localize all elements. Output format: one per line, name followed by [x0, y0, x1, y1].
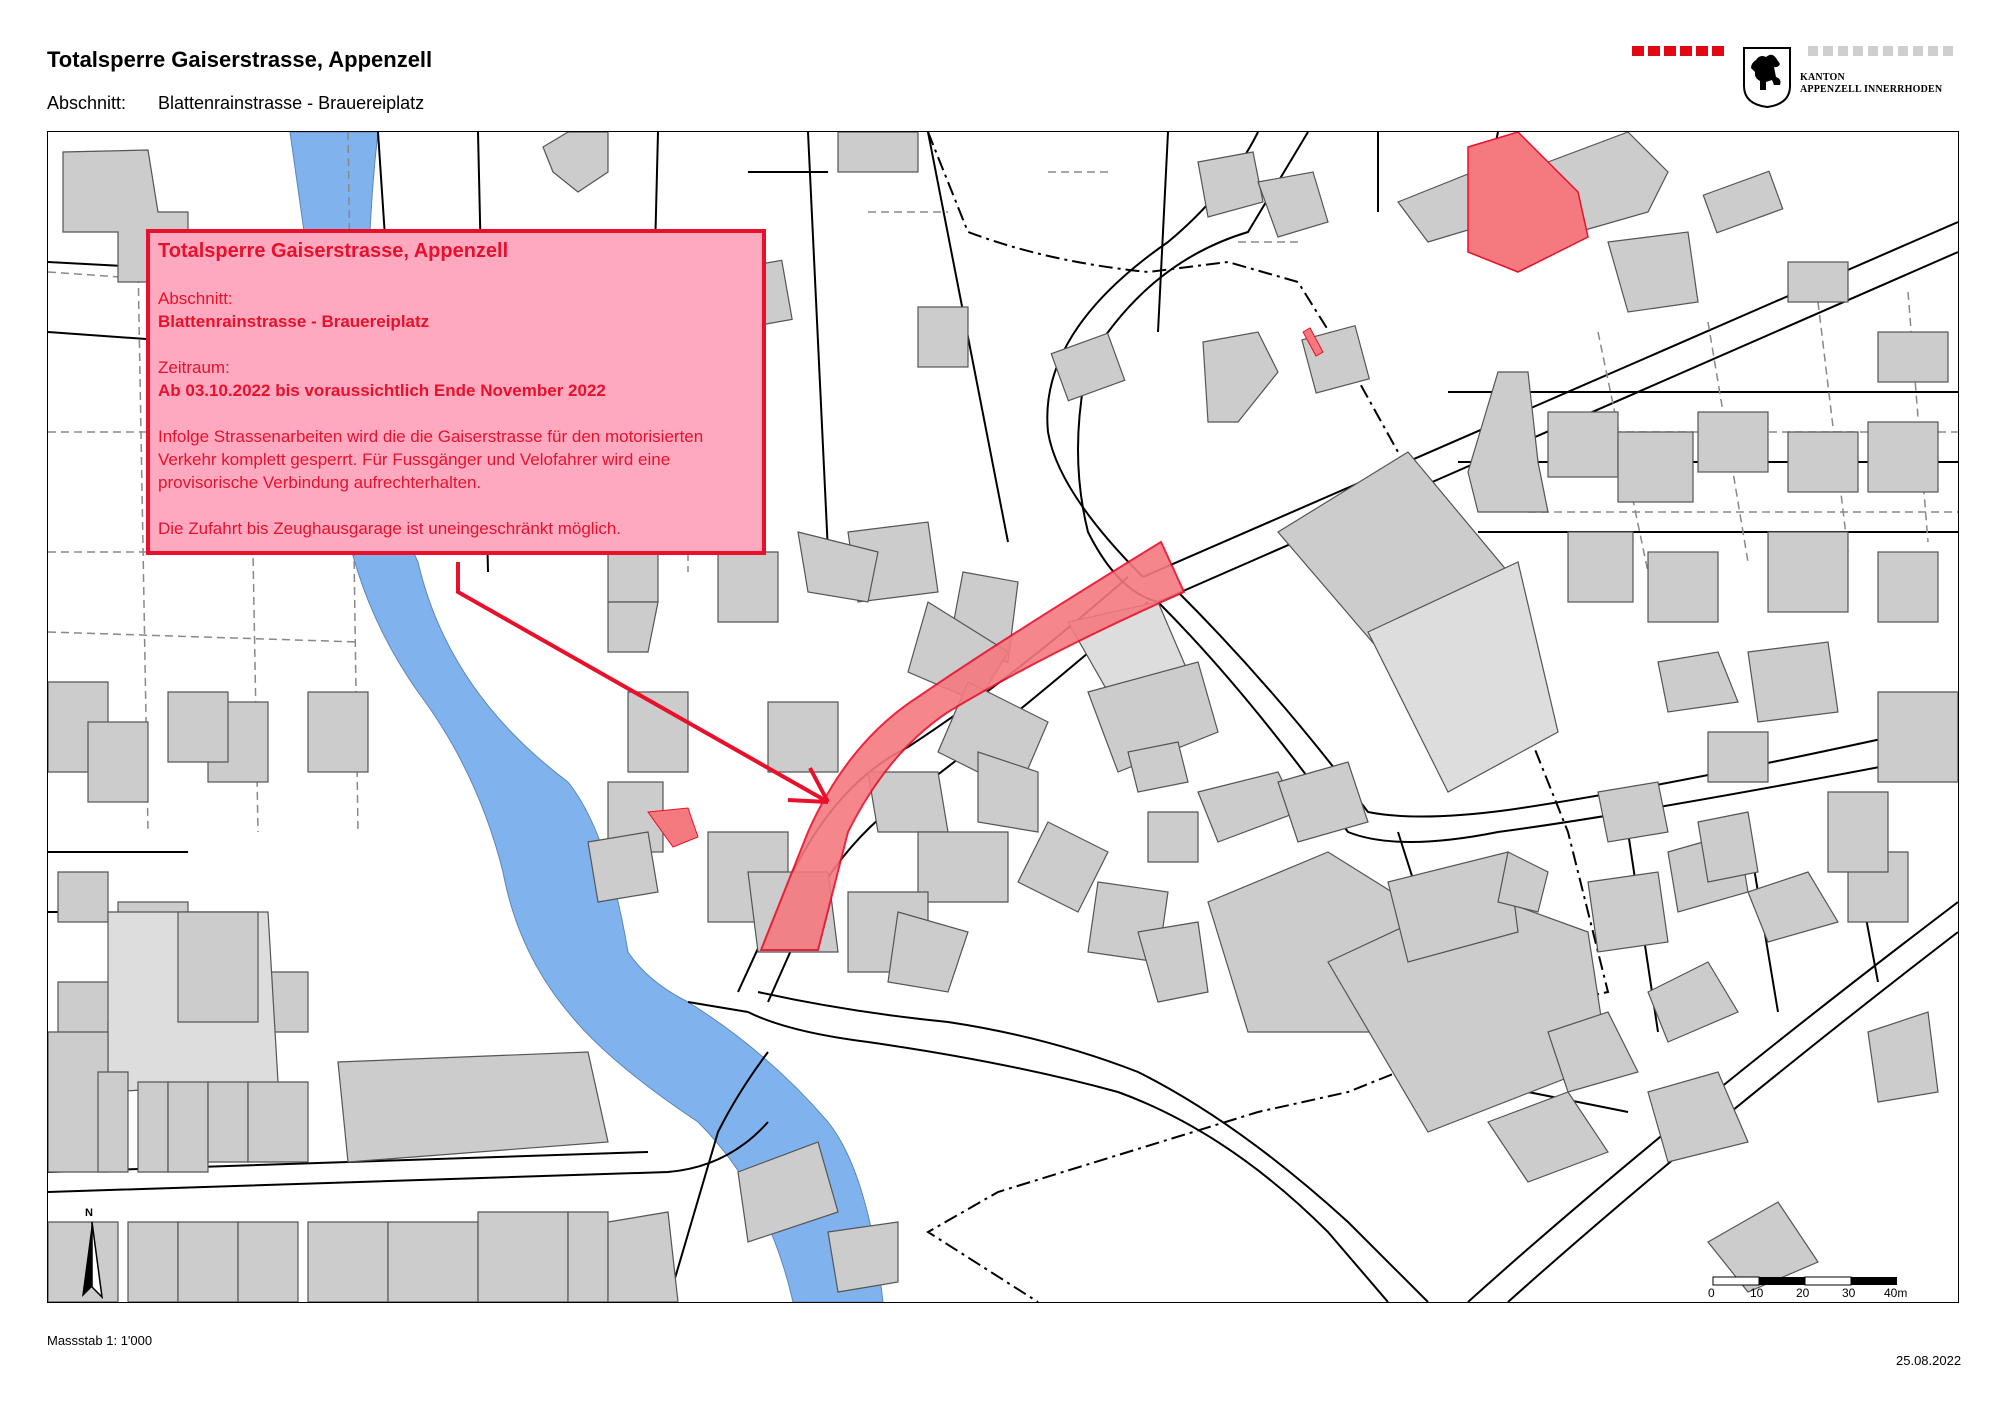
callout-section-value: Blattenrainstrasse - Brauereiplatz — [158, 312, 430, 331]
red-stripe-icon — [1632, 46, 1724, 56]
callout-note: Die Zufahrt bis Zeughausgarage ist uneingeschränkt möglich. — [158, 519, 622, 538]
scale-label-0: 0 — [1708, 1286, 1715, 1300]
canton-name-line2: APPENZELL INNERRHODEN — [1800, 84, 1943, 95]
closure-info-box — [146, 229, 766, 555]
grey-stripe-icon — [1808, 46, 1953, 56]
callout-section-label: Abschnitt: — [158, 289, 233, 308]
section-label: Abschnitt: — [47, 93, 127, 113]
map-scale: Massstab 1: 1'000 — [47, 1333, 153, 1348]
callout-title: Totalsperre Gaiserstrasse, Appenzell — [158, 240, 509, 262]
canton-name — [1800, 72, 1942, 96]
callout-period-value: Ab 03.10.2022 bis voraussichtlich Ende November 2022 — [158, 381, 606, 400]
callout-period-label: Zeitraum: — [158, 358, 230, 377]
scale-label-20: 20 — [1796, 1286, 1810, 1300]
bear-coat-of-arms-icon — [1744, 48, 1790, 107]
section-line — [47, 93, 424, 114]
scale-bar — [1713, 1277, 1897, 1285]
scale-label-10: 10 — [1750, 1286, 1764, 1300]
callout-body: Infolge Strassenarbeiten wird die die Gaiserstrasse für den motorisierten Verkehr komplett gesperrt. Für Fussgänger und Velofahrer wird eine provisorische Verbindung aufrechterhalten. — [158, 427, 704, 492]
map-date: 25.08.2022 — [1896, 1353, 1962, 1368]
map-frame[interactable] — [47, 131, 1959, 1303]
scale-label-40: 40m — [1884, 1286, 1908, 1300]
page-title: Totalsperre Gaiserstrasse, Appenzell — [47, 47, 433, 72]
highlight-parcel-1 — [1468, 132, 1588, 272]
section-value: Blattenrainstrasse - Brauereiplatz — [158, 93, 425, 113]
scale-label-30: 30 — [1842, 1286, 1856, 1300]
north-label: N — [85, 1207, 93, 1219]
canton-name-line1: KANTON — [1800, 72, 1845, 83]
